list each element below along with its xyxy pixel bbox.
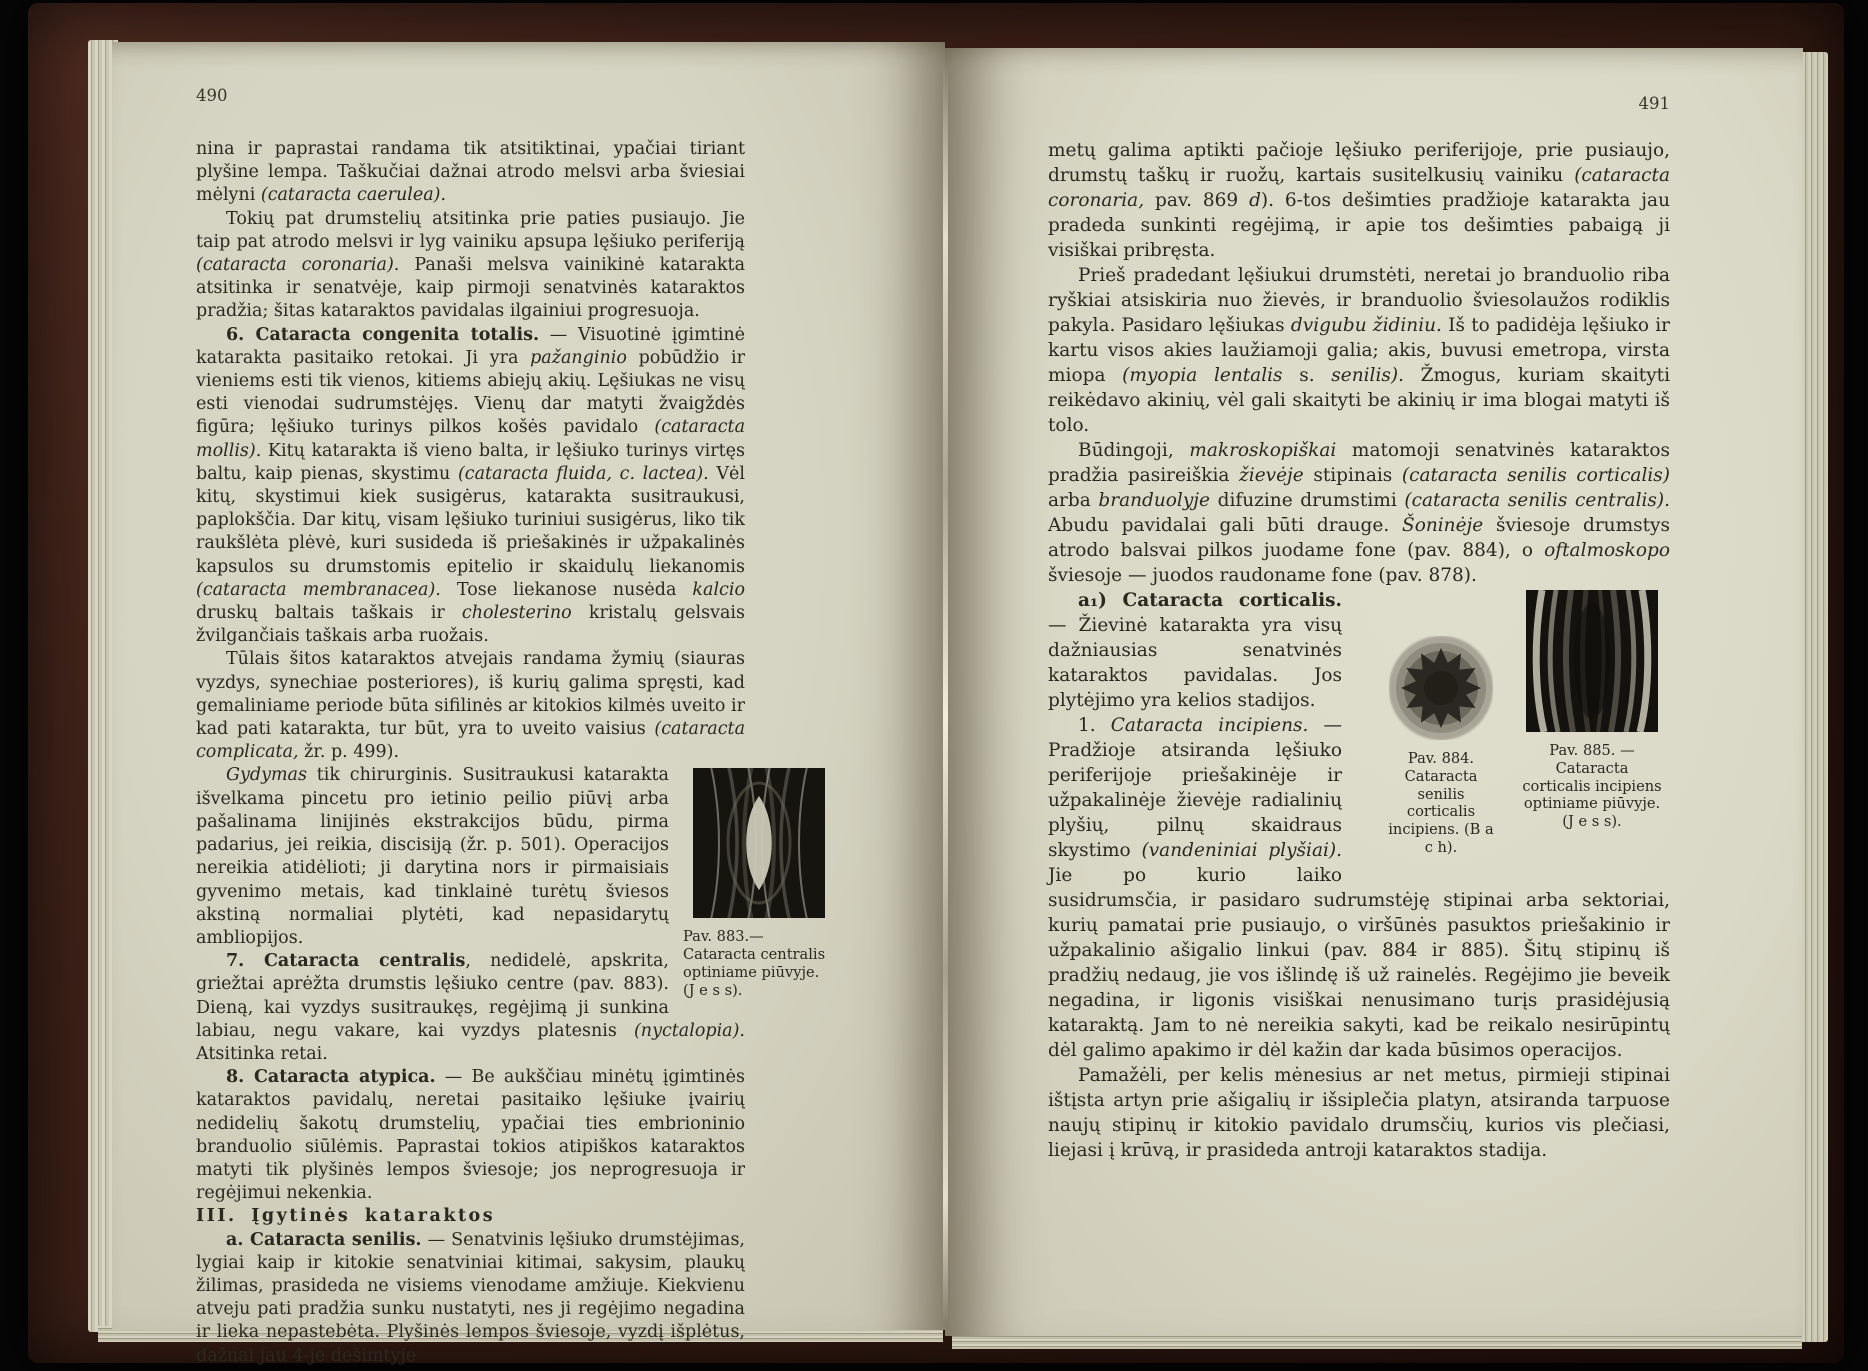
figure-884-caption: Pav. 884. Cataracta senilis corticalis incipiens. (B a c h). bbox=[1388, 750, 1494, 856]
figure-883-caption: Pav. 883.— Cataracta centralis optiniame piūvyje. (J e s s). bbox=[683, 928, 826, 999]
paragraph-cataracta-senilis: a. Cataracta senilis. — Senatvinis lęšiuko drumstėjimas, lygiai kaip ir kitokie senatviniai kitimai, sakysim, plaukų žilimas, prasideda ne visiems vienodame amžiuje. Kiekvienu atveju pati pradžia sunku nustatyti, nes ji regėjimo negadina ir lieka nepastebėta. Plyšinės lempos šviesoje, vyzdį išplėtus, dažnai jau 4-je dešimtyje bbox=[196, 1229, 745, 1366]
paragraph-cataracta-atypica: 8. Cataracta atypica. — Be aukščiau minėtų įgimtinės kataraktos pavidalų, neretai pasitaiko lęšiuke įvairių nedidelių šakotų drumstelių, ypačiai ties embrioninio branduolio siūlėmis. Paprastai tokios atipiškos kataraktos matyti tik plyšinės lempos šviesoje; jos neprogresuoja ir regėjimui nekenkia. bbox=[196, 1067, 745, 1204]
paragraph-cataracta-congenita: 6. Cataracta congenita totalis. — Visuotinė įgimtinė katarakta pasitaiko retokai. Ji yra pažanginio pobūdžio ir vieniems esti tik vienos, kitiems abiejų akių. Lęšiukas ne visų esti vienodai sudrumstėjęs. Vienų dar matyti žvaigždės figūra; lęšiuko turinys pilkos košės pavidalo (cataracta mollis). Kitų katarakta iš vieno balta, ir lęšiuko turinys virtęs baltu, kaip pienas, skystimu (cataracta fluida, c. lactea). Vėl kitų, skystimui kiek susigėrus, katarakta susitraukusi, paplokščia. Dar kitų, visam lęšiuko turiniui susigėrus, liko tik raukšlėta plėvė, kuri susideda iš priešakinės ir užpakalinės kapsulos su drumstomis epitelio ir skaidulų liekanomis (cataracta membranacea). Tose liekanose nusėda kalcio druskų baltais taškais ir cholesterino kristalų gelsvais žvilgančiais taškais arba ruožais. bbox=[196, 324, 745, 647]
figure-885-caption: Pav. 885. — Cataracta corticalis incipiens optiniame piūvyje. (J e s s). bbox=[1522, 742, 1662, 831]
paragraph: Tūlais šitos kataraktos atvejais randama žymių (siauras vyzdys, synechiae posteriores), iš kurių galima spręsti, kad gemaliniame periode būta sifilinės ar kitokios kilmės uveito ir kad pati katarakta, tur būt, yra to uveito vaisius (cataracta complicata, žr. p. 499). bbox=[196, 649, 745, 763]
figures-884-885 bbox=[1382, 590, 1662, 857]
paragraph-continuation: metų galima aptikti pačioje lęšiuko periferijoje, prie pusiaujo, drumstų taškų ir ruožų, kartais susitelkusių vainiku (cataracta coronaria, pav. 869 d). 6-tos dešimties pradžioje katarakta jau pradeda sunkinti regėjimą, ir apie tos dešimties pabaigą ji visiškai pribręsta. bbox=[1048, 140, 1670, 261]
binding-thread bbox=[943, 60, 948, 1325]
paragraph-gydymas: Pav. 883.— Cataracta centralis optiniame piūvyje. (J e s s). Gydymas tik chirurginis. Susitraukusi katarakta išvelkama pincetu pro ietinio peilio piūvį arba pašalinama linijinės ekstrakcijos būdu, pirma padarius, jei reikia, discisiją (žr. p. 501). Operacijos nereikia atidėlioti; ji darytina nors ir pirmaisiais gyvenimo metais, kad tinklainė turėtų šviesos akstiną normaliai plytėti, kad nepasidarytų ambliopijos. bbox=[196, 764, 745, 950]
right-page-number: 491 bbox=[1638, 94, 1670, 113]
cataracta-centralis-optical-section-image bbox=[693, 768, 825, 918]
cataracta-senilis-corticalis-pupil-image bbox=[1389, 636, 1493, 740]
page-stack-bottom-right bbox=[952, 1334, 1802, 1349]
page-stack-right-edge bbox=[1802, 52, 1828, 1342]
right-page-content bbox=[1048, 94, 1670, 1163]
paragraph-cataracta-incipiens: 1. Cataracta incipiens. — Pradžioje atsiranda lęšiuko periferijoje priešakinėje ir užpakalinėje žievėje radialinių plyšių, pilnų skaidraus skystimo (vandeniniai plyšiai). Jie po kurio laiko susidrumsčia, ir pasidaro sudrumstėję stipinai arba sektoriai, kurių pamatai prie pusiaujo, o viršūnės pasuktos priešakinio ir užpakalinio ašigalio linkui (pav. 884 ir 885). Šitų stipinų iš pradžių nedaug, jie vos išlindę iš už rainelės. Regėjimo jie beveik negadina, ir ligonis visiškai nenusimano turįs prasidėjusią kataraktą. Jam to nė nereikia sakyti, kad be reikalo nesirūpintų dėl galimo apakimo ir dėl kažin dar kada būsimos operacijos. bbox=[1048, 715, 1670, 1061]
paragraph: Prieš pradedant lęšiukui drumstėti, neretai jo branduolio riba ryškiai atsiskiria nuo žievės, ir branduolio šviesolaužos rodiklis pakyla. Pasidaro lęšiukas dvigubu židiniu. Iš to padidėja lęšiuko ir kartu visos akies laužiamoji galia; akis, buvusi emetropa, virsta miopa (myopia lentalis s. senilis). Žmogus, kuriam skaityti reikėdavo akinių, vėl gali skaityti be akinių ir ima blogai matyti iš tolo. bbox=[1048, 265, 1671, 436]
cataracta-corticalis-optical-section-image bbox=[1526, 590, 1658, 732]
paragraph-cataracta-corticalis: Pav. 884. Cataracta senilis corticalis incipiens. (B a c h). Pav. 885. — Cataracta corticalis incipiens optiniame piūvyje. (J e s s). a₁) Cataracta corticalis. — Žievinė katarakta yra visų dažniausias senatvinės kataraktos pavidalas. Jos plytėjimo yra kelios stadijos. bbox=[1048, 590, 1662, 856]
section-heading: III. Įgytinės kataraktos bbox=[196, 1206, 496, 1227]
figure-883 bbox=[683, 768, 833, 999]
figure-884 bbox=[1382, 636, 1500, 857]
paragraph: Pamažėli, per kelis mėnesius ar net metus, pirmieji stipinai ištįsta artyn prie ašigalių ir išsiplečia platyn, atsiranda tarpuose naujų stipinų ir kitokio pavidalo drumsčių, kurios vis plečiasi, liejasi į krūvą, ir prasideda antroji kataraktos stadija. bbox=[1048, 1065, 1670, 1161]
paragraph-cataracta-centralis: 7. Cataracta centralis, nedidelė, apskrita, griežtai aprėžta drumstis lęšiuko centre (pav. 883). Dieną, kai vyzdys susitraukęs, regėjimą ji sunkina labiau, negu vakare, kai vyzdys platesnis (nyctalopia). Atsitinka retai. bbox=[196, 951, 745, 1064]
left-page-content bbox=[196, 86, 826, 1368]
paragraph-continuation: nina ir paprastai randama tik atsitiktinai, ypačiai tiriant plyšine lempa. Taškučiai dažnai atrodo melsvi arba šviesiai mėlyni (cataracta caerulea). bbox=[196, 139, 745, 206]
paragraph: Tokių pat drumstelių atsitinka prie paties pusiaujo. Jie taip pat atrodo melsvi ir lyg vainiku apsupa lęšiuko periferiją (cataracta coronaria). Panaši melsva vainikinė katarakta atsitinka ir senatvėje, kaip pirmoji senatvinės kataraktos pradžia; šitas kataraktos pavidalas ilgainiui progresuoja. bbox=[196, 208, 745, 322]
left-page-number: 490 bbox=[196, 86, 228, 105]
figure-885 bbox=[1522, 590, 1662, 857]
paragraph-budingoji: Būdingoji, makroskopiškai matomoji senatvinės kataraktos pradžia pasireiškia žievėje stipinais (cataracta senilis corticalis) arba branduolyje difuzine drumstimi (cataracta senilis centralis). Abudu pavidalai gali būti drauge. Šoninėje šviesoje drumstys atrodo balsvai pilkos juodame fone (pav. 884), o oftalmoskopo šviesoje — juodos raudoname fone (pav. 878). bbox=[1048, 440, 1671, 586]
